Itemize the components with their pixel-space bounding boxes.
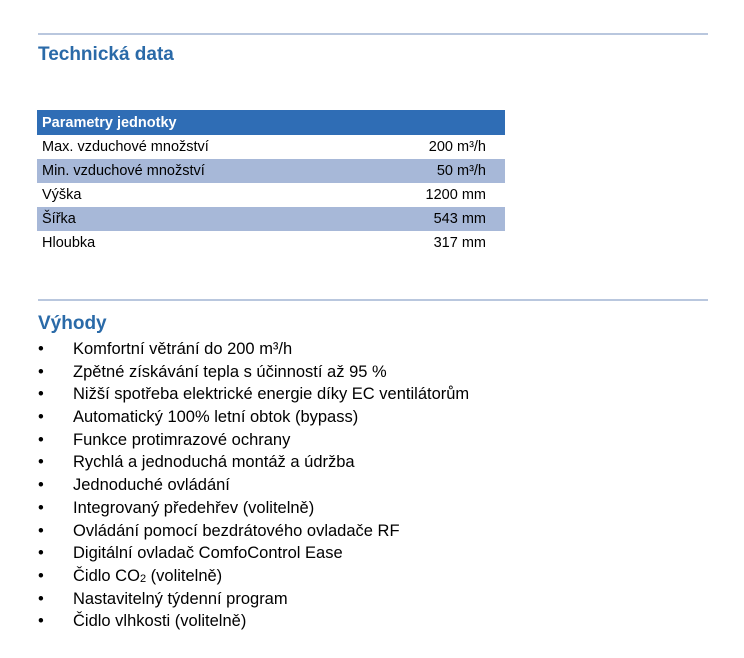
bullet-icon: • [38, 362, 44, 381]
table-header-row [37, 110, 505, 135]
co2-item-prefix: Čidlo CO [73, 566, 140, 585]
param-name: Výška [42, 187, 82, 203]
list-item [38, 429, 469, 452]
list-item [38, 338, 469, 361]
table-row [37, 183, 505, 207]
bullet-icon: • [38, 453, 44, 472]
list-item-text: Nastavitelný týdenní program [73, 589, 288, 608]
list-item [38, 542, 469, 565]
parameters-table [37, 110, 505, 255]
list-item [38, 406, 469, 429]
table-row [37, 159, 505, 183]
list-item-text: Zpětné získávání tepla s účinností až 95 % [73, 362, 387, 381]
list-item-text: Ovládání pomocí bezdrátového ovladače RF [73, 521, 400, 540]
list-item [38, 361, 469, 384]
list-item-text: Integrovaný předehřev (volitelně) [73, 498, 315, 517]
table-row [37, 207, 505, 231]
param-value: 317 mm [433, 235, 486, 251]
bullet-icon: • [38, 544, 44, 563]
param-name: Hloubka [42, 235, 96, 251]
list-item [38, 383, 469, 406]
list-item-text: Rychlá a jednoduchá montáž a údržba [73, 453, 355, 472]
list-item-text: Komfortní větrání do 200 m³/h [73, 340, 293, 358]
bullet-icon: • [38, 408, 44, 427]
param-value: 200 m³/h [428, 139, 486, 155]
section-title: Technická data [38, 44, 174, 65]
list-item [38, 610, 469, 633]
param-name: Min. vzduchové množství [37, 159, 357, 183]
list-item [38, 565, 469, 588]
list-item [38, 497, 469, 520]
table-row [37, 135, 505, 159]
bullet-icon: • [38, 385, 44, 404]
list-item [38, 520, 469, 543]
table-header: Parametry jednotky [37, 110, 505, 135]
list-item-text: Funkce protimrazové ochrany [73, 430, 291, 449]
benefits-list [38, 338, 469, 633]
bullet-icon: • [38, 340, 44, 358]
co2-item-suffix: (volitelně) [146, 566, 223, 585]
list-item-text: Digitální ovladač ComfoControl Ease [73, 544, 343, 563]
bullet-icon: • [38, 612, 44, 631]
bullet-icon: • [38, 476, 44, 495]
list-item [38, 451, 469, 474]
list-item-text: Jednoduché ovládání [73, 476, 230, 495]
param-name: Max. vzduchové množství [42, 139, 209, 155]
bullet-icon: • [38, 521, 44, 540]
list-item [38, 588, 469, 611]
list-item-text: Nižší spotřeba elektrické energie díky EC ventilátorům [73, 385, 470, 404]
param-value: 543 mm [357, 207, 505, 231]
list-item-text: Čidlo vlhkosti (volitelně) [73, 612, 247, 631]
benefits-title: Výhody [38, 313, 107, 334]
bullet-icon: • [38, 498, 44, 517]
param-name: Šířka [37, 207, 357, 231]
bullet-icon: • [38, 589, 44, 608]
param-value: 50 m³/h [357, 159, 505, 183]
list-item-text: Automatický 100% letní obtok (bypass) [73, 408, 359, 427]
param-value: 1200 mm [425, 187, 486, 203]
co2-subscript: 2 [139, 572, 147, 585]
table-row [37, 231, 505, 255]
bullet-icon: • [38, 566, 44, 585]
list-item [38, 474, 469, 497]
top-divider [38, 33, 708, 35]
section-divider [38, 299, 708, 301]
bullet-icon: • [38, 430, 44, 449]
